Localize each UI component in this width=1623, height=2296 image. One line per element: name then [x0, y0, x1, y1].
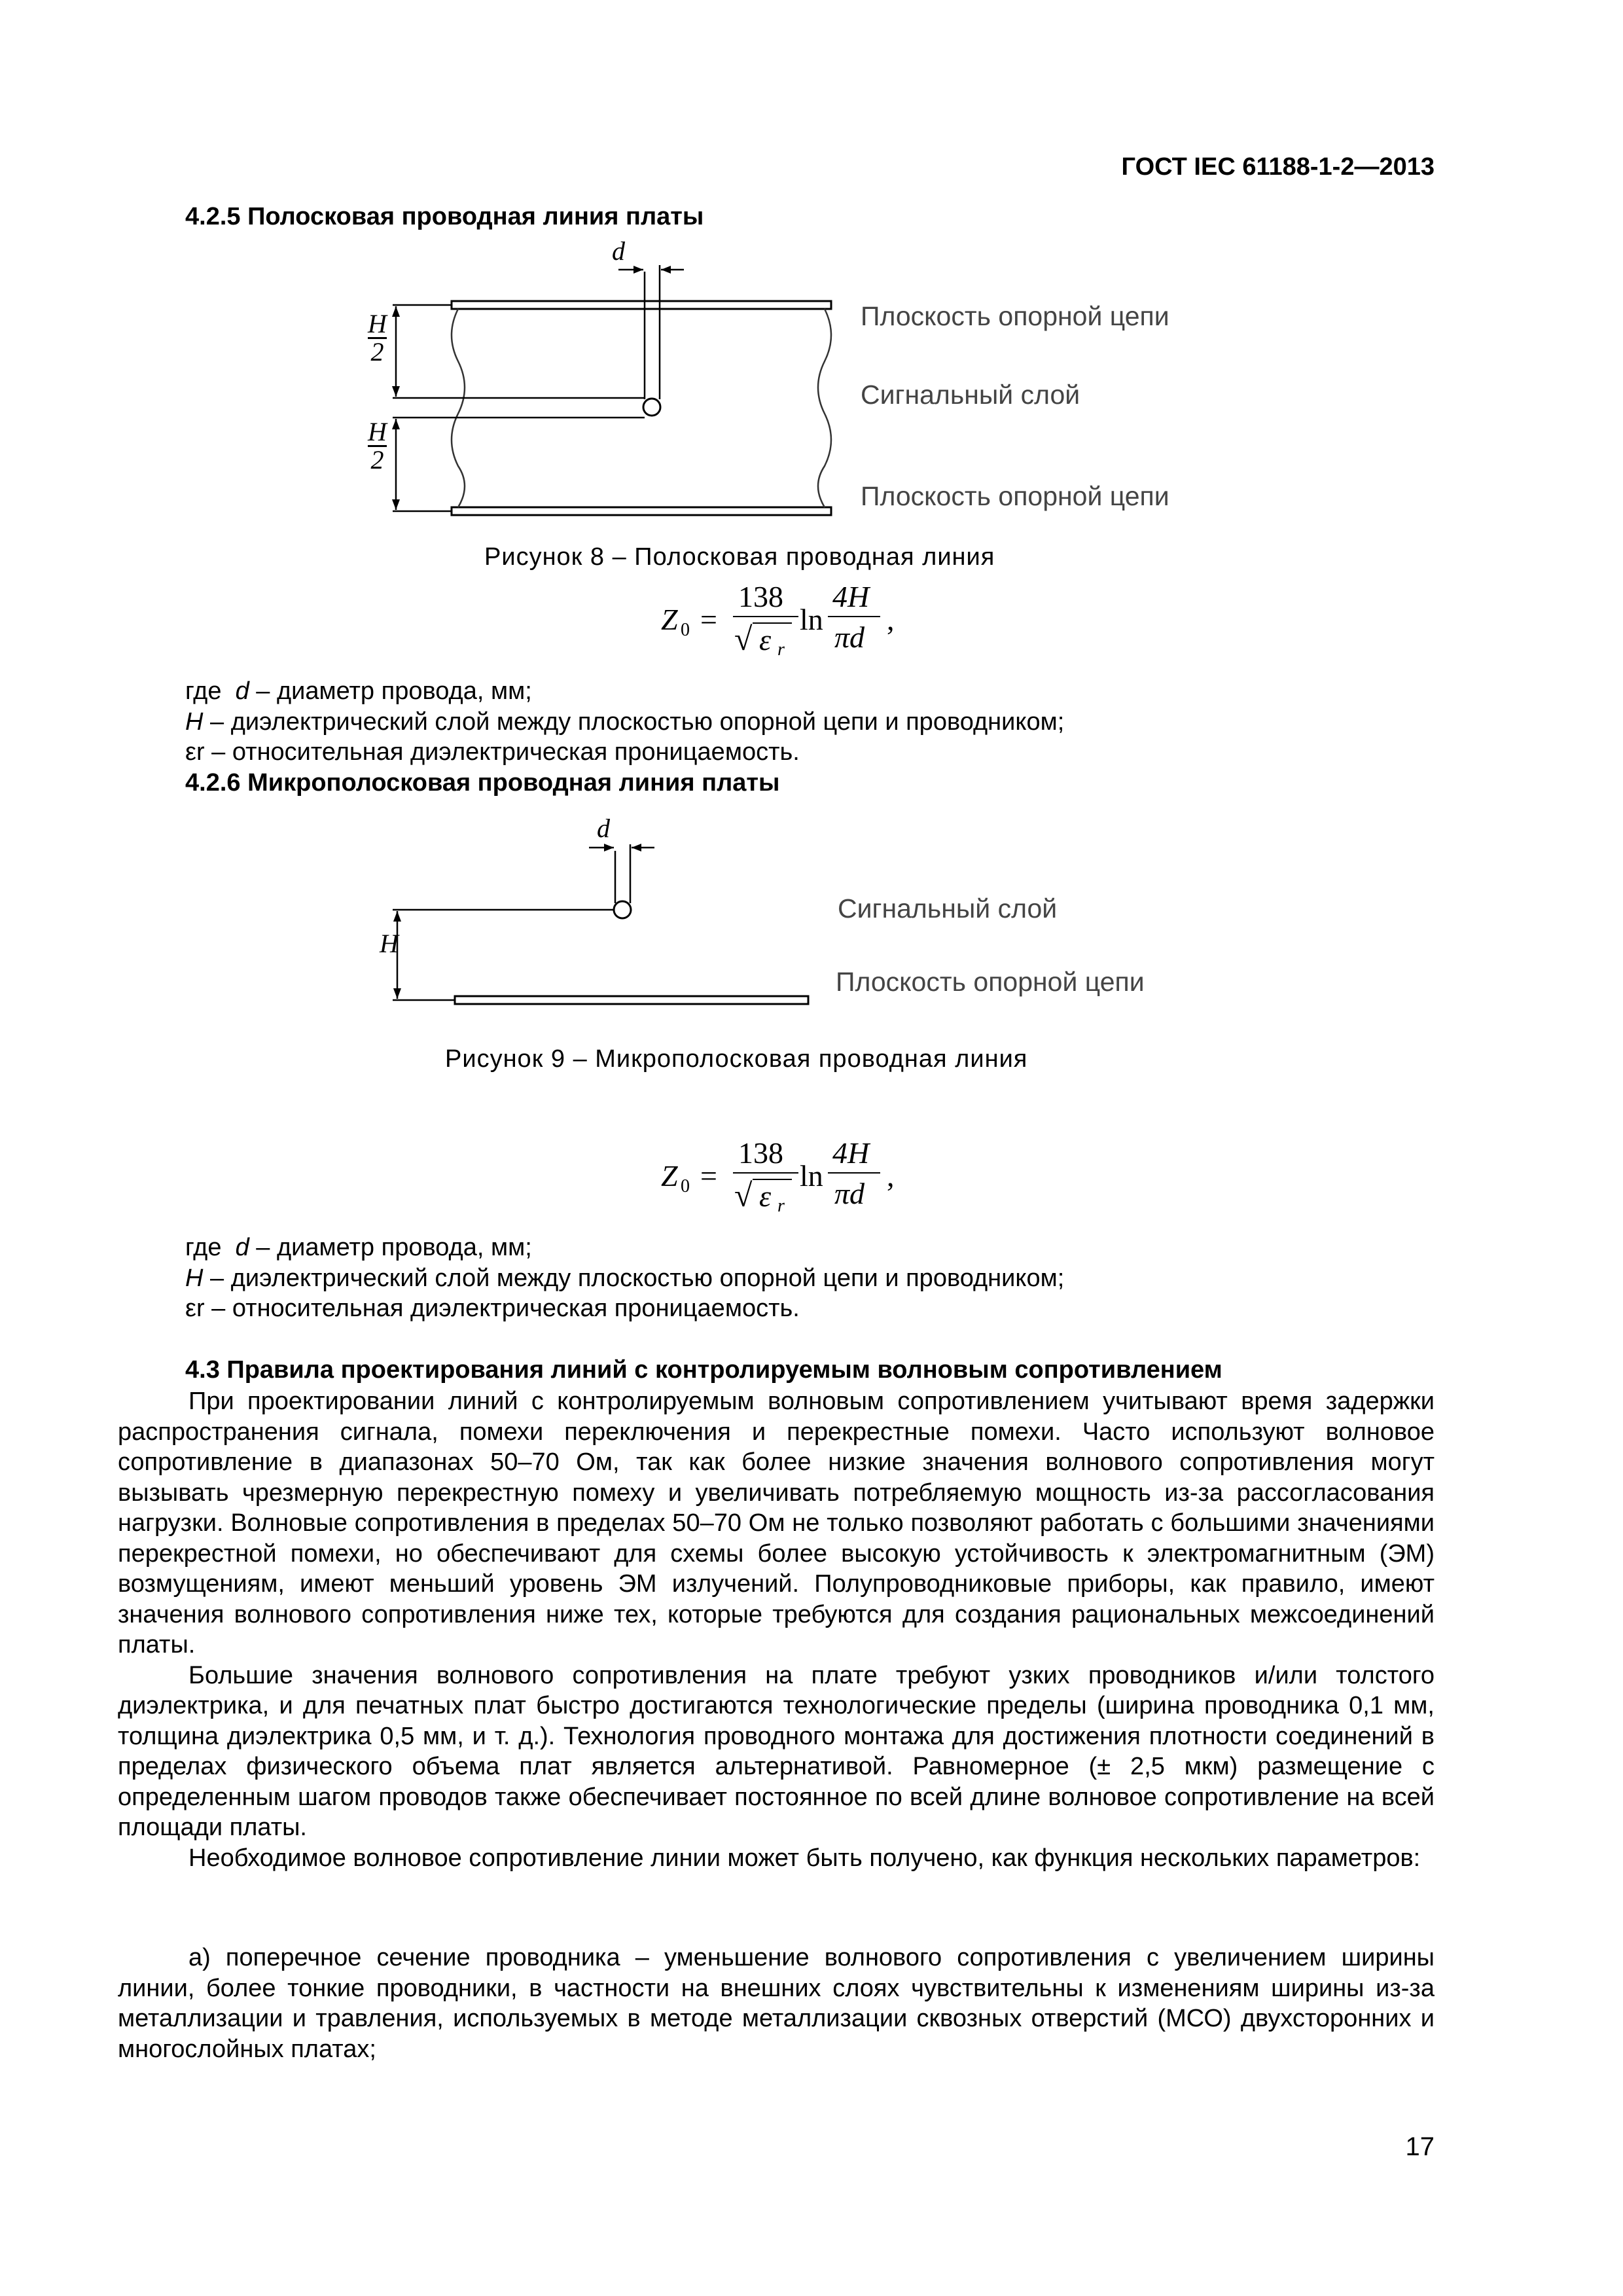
def-h-microstrip: H – диэлектрический слой между плоскостью опорной цепи и проводником;: [185, 1265, 1065, 1292]
fig9-label-signal-layer: Сигнальный слой: [838, 893, 1058, 924]
section-heading-4-2-6: 4.2.6 Микрополосковая проводная линия платы: [185, 769, 780, 797]
left-break-line: [452, 309, 465, 507]
page-number: 17: [1405, 2132, 1435, 2161]
reference-plane: [455, 996, 808, 1004]
paragraph-3: Необходимое волновое сопротивление линии может быть получено, как функция нескольких параметров:: [188, 1844, 1421, 1872]
fig8-label-top-plane: Плоскость опорной цепи: [861, 301, 1169, 331]
def-h-stripline: H – диэлектрический слой между плоскостью опорной цепи и проводником;: [185, 708, 1065, 736]
def-d-stripline: где d – диаметр провода, мм;: [185, 677, 532, 705]
paragraph-1: При проектировании линий с контролируемым волновым сопротивлением учитывают время задержки распространения сигнала, помехи переключения и перекрестные помехи. Часто используют волновое сопротивление в диапазонах 50–70 Ом, так как более низкие значения волнового сопротивления могут вызывать чрезмерную перекрестную помеху и увеличивать потребляемую мощность из-за рассогласования нагрузки. Волновые сопротивления в пределах 50–70 Ом не только позволяют работать с большими значениями перекрестной помехи, но обеспечивают для схемы более высокую устойчивость к электромагнитным (ЭМ) возмущениям, имеют меньший уровень ЭМ излучений. Полупроводниковые приборы, как правило, имеют значения волнового сопротивления ниже тех, которые требуются для создания рациональных межсоединений платы.: [118, 1388, 1435, 1659]
formula-z0-microstrip: Z 0 = 138 √ ε r ln 4H πd ,: [661, 1136, 895, 1216]
fig9-d-label: d: [597, 814, 610, 843]
list-item-a: а) поперечное сечение проводника – уменьшение волнового сопротивления с увеличением ширины линии, более тонкие проводники, в частности на внешних слоях чувствительны к изменениям ширины из-за металлизации и травления, используемых в методе металлизации сквозных отверстий (МСО) двухсторонних и многослойных платах;: [118, 1944, 1435, 2063]
fig8-d-label: d: [612, 236, 625, 266]
wire-circle: [614, 901, 631, 918]
bottom-reference-plane: [452, 507, 831, 515]
def-er-microstrip: εr – относительная диэлектрическая проницаемость.: [185, 1295, 800, 1322]
figure-9-caption: Рисунок 9 – Микрополосковая проводная линия: [445, 1045, 1028, 1073]
section-heading-4-2-5: 4.2.5 Полосковая проводная линия платы: [185, 203, 704, 230]
figure-8-stripline-diagram: [353, 236, 1283, 524]
fig8-label-bottom-plane: Плоскость опорной цепи: [861, 481, 1169, 511]
formula-z0-stripline: Z 0 = 138 √ ε r ln 4H πd ,: [661, 580, 895, 660]
figure-8-caption: Рисунок 8 – Полосковая проводная линия: [484, 543, 995, 571]
def-er-stripline: εr – относительная диэлектрическая проницаемость.: [185, 738, 800, 766]
fig9-label-reference-plane: Плоскость опорной цепи: [836, 967, 1145, 997]
fig9-h-label: H: [380, 929, 399, 958]
right-break-line: [818, 309, 831, 507]
top-reference-plane: [452, 301, 831, 309]
wire-circle: [643, 399, 660, 416]
def-d-microstrip: где d – диаметр провода, мм;: [185, 1234, 532, 1261]
paragraph-2: Большие значения волнового сопротивления на плате требуют узких проводников и/или толстого диэлектрика, и для печатных плат быстро достигаются технологические пределы (ширина проводника 0,1 мм, толщина диэлектрика 0,5 мм, и т. д.). Технология проводного монтажа для достижения плотности соединений в пределах физического объема плат является альтернативой. Равномерное (± 2,5 мкм) размещение с определенным шагом проводов также обеспечивает постоянное по всей длине волновое сопротивление на всей площади платы.: [118, 1661, 1435, 1841]
fig8-h-half-lower: H 2: [368, 417, 387, 475]
section-heading-4-3: 4.3 Правила проектирования линий с контролируемым волновым сопротивлением: [185, 1356, 1222, 1384]
section-4-3-body: [118, 1386, 1435, 1873]
fig8-h-half-upper: H 2: [368, 309, 387, 367]
document-header: ГОСТ IEC 61188-1-2—2013: [1121, 153, 1435, 181]
fig8-label-signal-layer: Сигнальный слой: [861, 380, 1080, 410]
